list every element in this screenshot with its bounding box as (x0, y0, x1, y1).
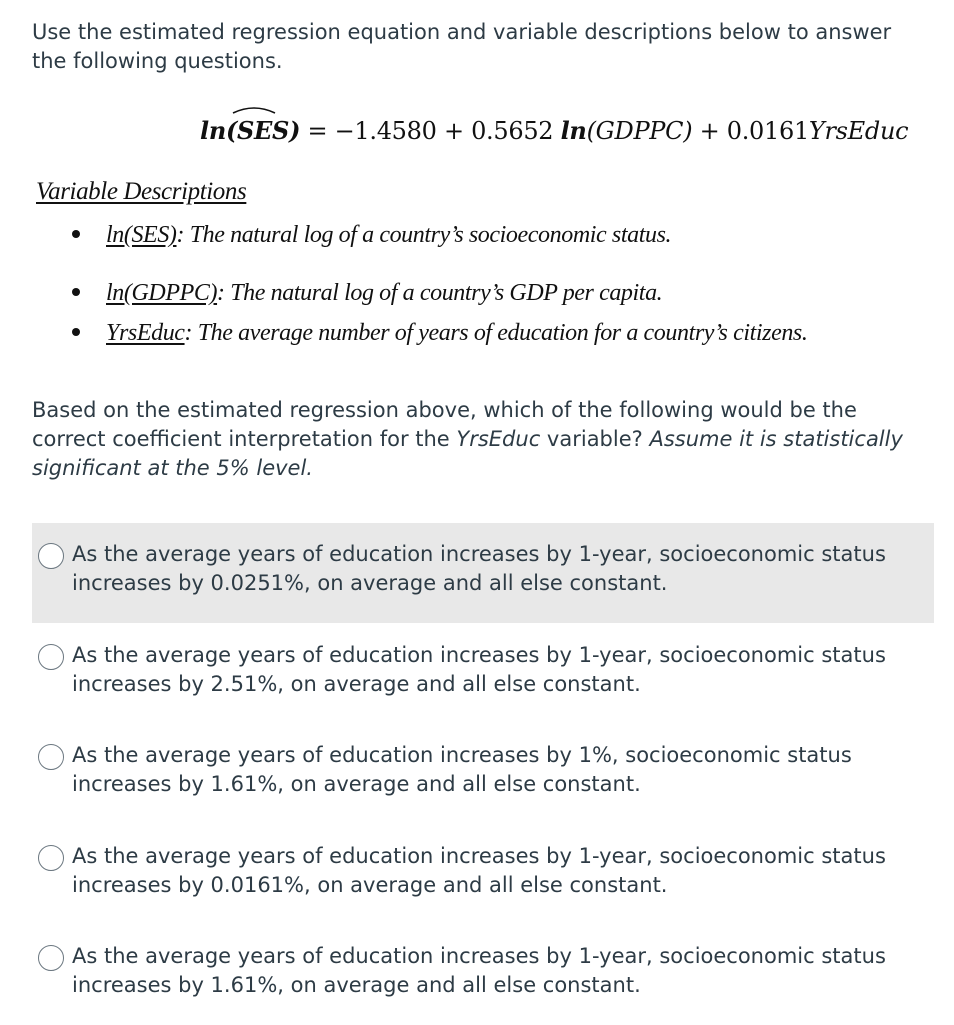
variable-desc: : The natural log of a country’s socioeconomic status. (176, 222, 672, 248)
radio-button-5[interactable] (38, 945, 64, 971)
answer-option-1[interactable] (32, 523, 934, 623)
question-variable: YrsEduc (456, 427, 541, 451)
radio-button-1[interactable] (38, 543, 64, 569)
intro-text: Use the estimated regression equation and variable descriptions below to answer the following questions. (32, 20, 892, 73)
answer-option-5[interactable] (32, 925, 934, 1025)
radio-button-3[interactable] (38, 744, 64, 770)
answer-option-label[interactable]: As the average years of education increases by 1-year, socioeconomic status increases by 1.61%, on average and all else constant. (72, 944, 886, 997)
variable-name: YrsEduc (106, 320, 185, 346)
variable-desc: : The average number of years of education for a country’s citizens. (184, 320, 808, 346)
question-part-1: Based on the estimated regression above, which of the following would be the correct coefficient interpretation for the (32, 398, 857, 451)
variable-descriptions-heading: Variable Descriptions (36, 178, 247, 205)
hat-accent-icon (232, 104, 276, 114)
regression-equation (200, 116, 908, 145)
answer-option-3[interactable] (32, 724, 934, 824)
equation-equals: = (300, 117, 335, 145)
bullet-icon (72, 288, 80, 296)
radio-button-2[interactable] (38, 644, 64, 670)
answer-option-label[interactable]: As the average years of education increases by 1%, socioeconomic status increases by 1.61%, on average and all else constant. (72, 743, 852, 796)
equation-arg-1: (GDPPC) (586, 117, 693, 145)
equation-intercept: −1.4580 (334, 117, 437, 145)
equation-lhs-text: ln(SES) (200, 116, 301, 145)
answer-option-label[interactable]: As the average years of education increases by 1-year, socioeconomic status increases by 2.51%, on average and all else constant. (72, 643, 886, 696)
equation-var-2: YrsEduc (808, 117, 909, 145)
variable-item-gdppc (72, 280, 662, 307)
question-assumption: Assume it is statistically significant at the 5% level. (32, 427, 903, 480)
variable-name: ln(SES) (106, 222, 177, 248)
equation-plus-1: + (436, 117, 472, 145)
answer-option-label[interactable]: As the average years of education increases by 1-year, socioeconomic status increases by 0.0161%, on average and all else constant. (72, 844, 886, 897)
variable-desc: : The natural log of a country’s GDP per capita. (217, 280, 663, 306)
answer-option-2[interactable] (32, 624, 934, 724)
answer-option-4[interactable] (32, 825, 934, 925)
question-part-2: variable? (540, 427, 650, 451)
radio-button-4[interactable] (38, 845, 64, 871)
equation-coef-2: 0.0161 (726, 117, 809, 145)
equation-plus-2: + (692, 117, 727, 145)
variable-item-ses (72, 222, 671, 249)
equation-lhs (200, 116, 300, 145)
equation-coef-1: 0.5652 (471, 117, 561, 145)
question-text (32, 396, 932, 483)
equation-ln-function: ln (560, 116, 587, 145)
bullet-icon (72, 328, 80, 336)
variable-item-yrseduc (72, 320, 807, 347)
answer-option-label[interactable]: As the average years of education increases by 1-year, socioeconomic status increases by 0.0251%, on average and all else constant. (72, 542, 886, 595)
bullet-icon (72, 230, 80, 238)
variable-name: ln(GDPPC) (106, 280, 218, 306)
